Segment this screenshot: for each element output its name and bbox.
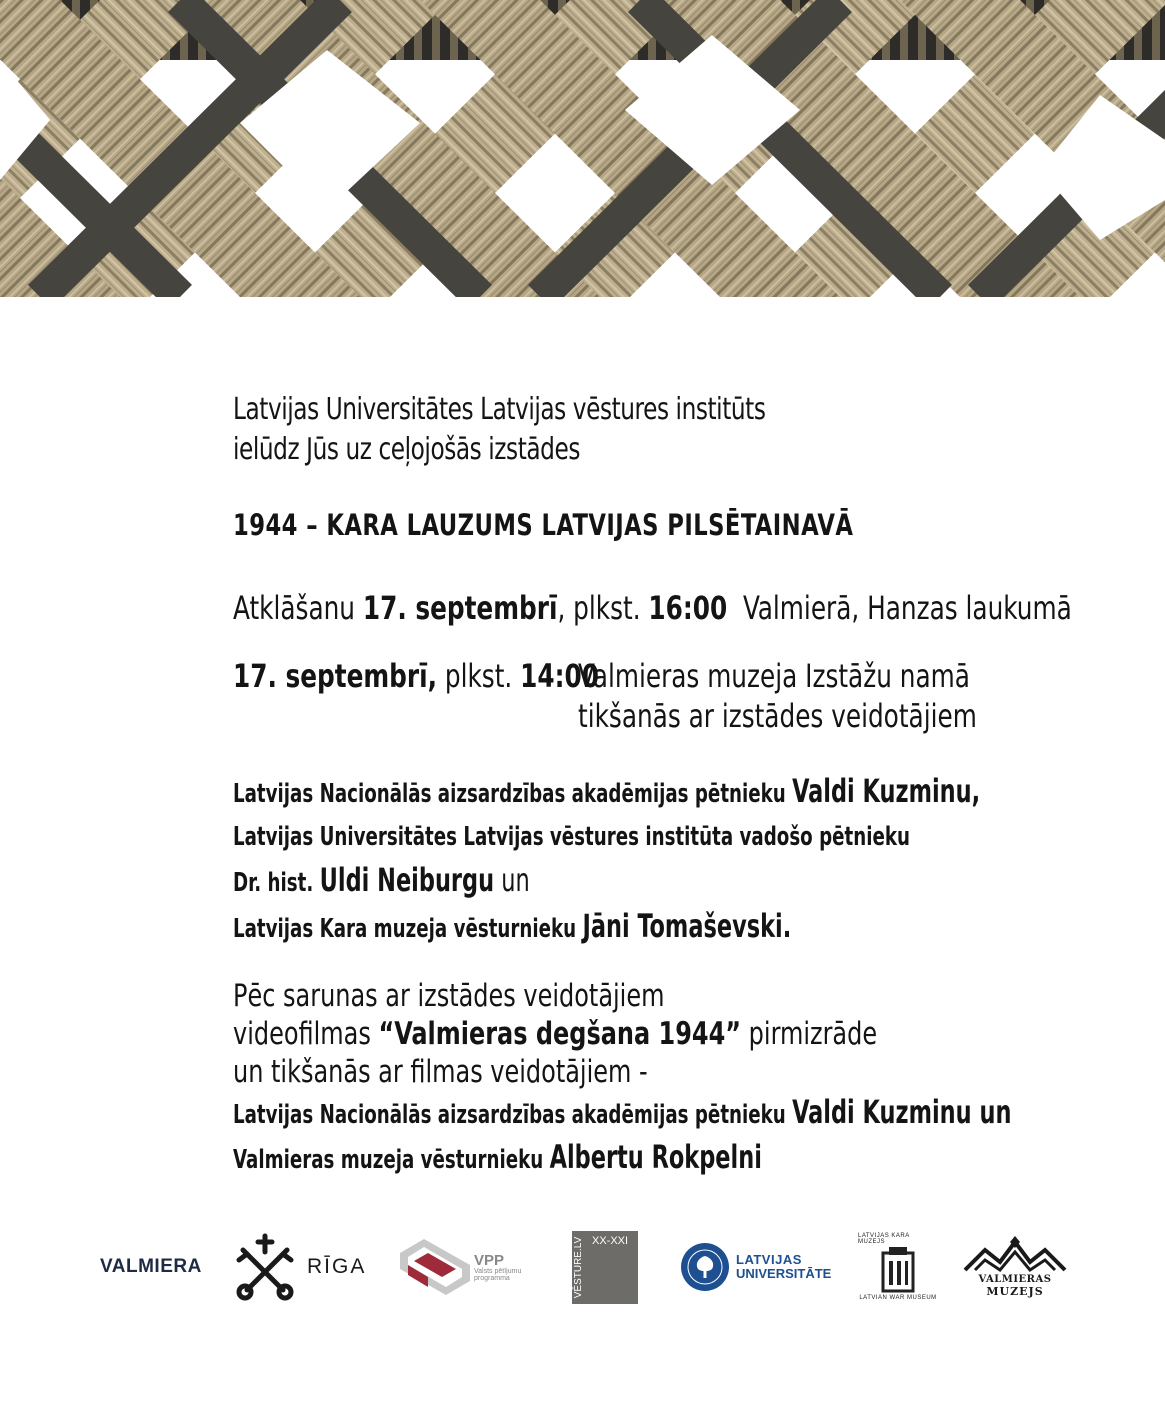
valmieras-muzejs-logo [962,1222,1068,1312]
film-line-2-prefix: videofilmas [233,1016,379,1052]
meeting-info [233,656,1113,742]
meeting-place-line-2: tikšanās ar izstādes veidotājiem [578,697,977,735]
opening-date: 17. septembrī [362,589,558,627]
meeting-mid: plkst. [436,657,521,695]
vesture-box [572,1231,638,1304]
partner-logos [0,1222,1165,1312]
vesture-centuries: XX-XXI [592,1234,629,1247]
researcher-2-and: un [494,861,530,899]
vpp-subtitle-2: programma [474,1274,510,1282]
researcher-3 [233,905,919,951]
war-museum-bottom-text: LATVIAN WAR MUSEUM [859,1295,937,1301]
researcher-2-role: Latvijas Universitātes Latvijas vēstures institūta vadošo pētnieku [233,822,910,852]
film-line-2-suffix: pirmizrāde [741,1016,878,1052]
lattice-header-image [0,0,1165,297]
valmieras-muzejs-emblem-icon [963,1236,1067,1274]
researcher-2-name: Uldi Neiburgu [319,861,495,899]
vpp-title: VPP [474,1251,505,1269]
lu-line-1: LATVIJAS [736,1252,802,1268]
vpp-text [474,1253,521,1282]
film-creator-1-role: Latvijas Nacionālās aizsardzības akadēmijas pētnieku [233,1100,793,1130]
riga-logo [233,1222,366,1312]
crossed-keys-icon [233,1232,297,1302]
meeting-when [233,656,599,696]
valmiera-logo-text: VALMIERA [100,1256,202,1277]
valmiera-logo [100,1222,202,1312]
meeting-where [578,656,977,736]
film-title: “Valmieras degšana 1944” [378,1016,742,1052]
film-creator-1 [233,1091,1012,1136]
exhibition-title: 1944 – KARA LAUZUMS LATVIJAS PILSĒTAINAVĀ [233,508,854,542]
film-creator-1-name: Valdi Kuzminu [792,1093,972,1131]
valmieras-muzejs-line-1: VALMIERAS [978,1274,1052,1285]
film-creator-2 [233,1136,919,1181]
vpp-subtitle-1: Valsts pētījumu [474,1267,522,1275]
lu-seal-icon [680,1242,730,1292]
opening-prefix: Atklāšanu [233,589,363,627]
vesture-vertical-text: VĒSTURE.LV [573,1236,584,1298]
meeting-place-line-1: Valmieras muzeja Izstāžu namā [578,657,970,695]
researcher-1 [233,770,981,816]
vpp-emblem-icon [400,1239,470,1295]
researcher-3-name: Jāni Tomaševski [582,907,783,945]
meeting-time: 14:00 [520,657,599,695]
riga-logo-text: RĪGA [307,1255,367,1278]
researcher-1-role: Latvijas Nacionālās aizsardzības akadēmijas pētnieku [233,779,793,809]
lu-text [736,1253,831,1280]
valmieras-muzejs-line-2: MUZEJS [986,1285,1044,1298]
war-museum-top-text: LATVIJAS KARA MUZEJS [858,1233,910,1245]
wooden-lattice-graphic [0,0,1165,297]
film-line-1: Pēc sarunas ar izstādes veidotājiem [233,978,665,1014]
researcher-1-sep: , [971,772,981,810]
vpp-logo [400,1222,521,1312]
film-creator-2-name: Albertu Rokpelni [549,1138,762,1176]
meeting-date: 17. septembrī, [233,657,437,695]
opening-info [233,588,1072,628]
opening-mid: , plkst. [557,589,649,627]
researcher-3-end: . [782,907,792,945]
researchers-list [233,770,1113,951]
researcher-3-role: Latvijas Kara muzeja vēsturnieku [233,914,583,944]
researcher-1-name: Valdi Kuzminu [792,772,972,810]
intro [233,390,1113,470]
film-section [233,977,1113,1181]
invitation-text [233,390,1113,1181]
intro-line-2: ielūdz Jūs uz ceļojošās izstādes [233,432,581,467]
lu-line-2: UNIVERSITĀTE [736,1266,832,1281]
war-museum-logo [858,1222,938,1312]
opening-place: Valmierā, Hanzas laukumā [727,589,1072,627]
war-museum-emblem-icon [875,1245,921,1295]
vesture-logo [572,1222,638,1312]
intro-line-1: Latvijas Universitātes Latvijas vēstures institūts [233,392,766,427]
researcher-2 [233,859,919,905]
film-creator-2-role: Valmieras muzeja vēsturnieku [233,1145,550,1175]
film-creator-1-and: un [971,1093,1012,1131]
researcher-2-title: Dr. hist. [233,868,320,898]
lu-logo [680,1222,831,1312]
film-line-3: un tikšanās ar filmas veidotājiem - [233,1054,648,1090]
film-line-2 [233,1015,990,1053]
opening-time: 16:00 [648,589,728,627]
